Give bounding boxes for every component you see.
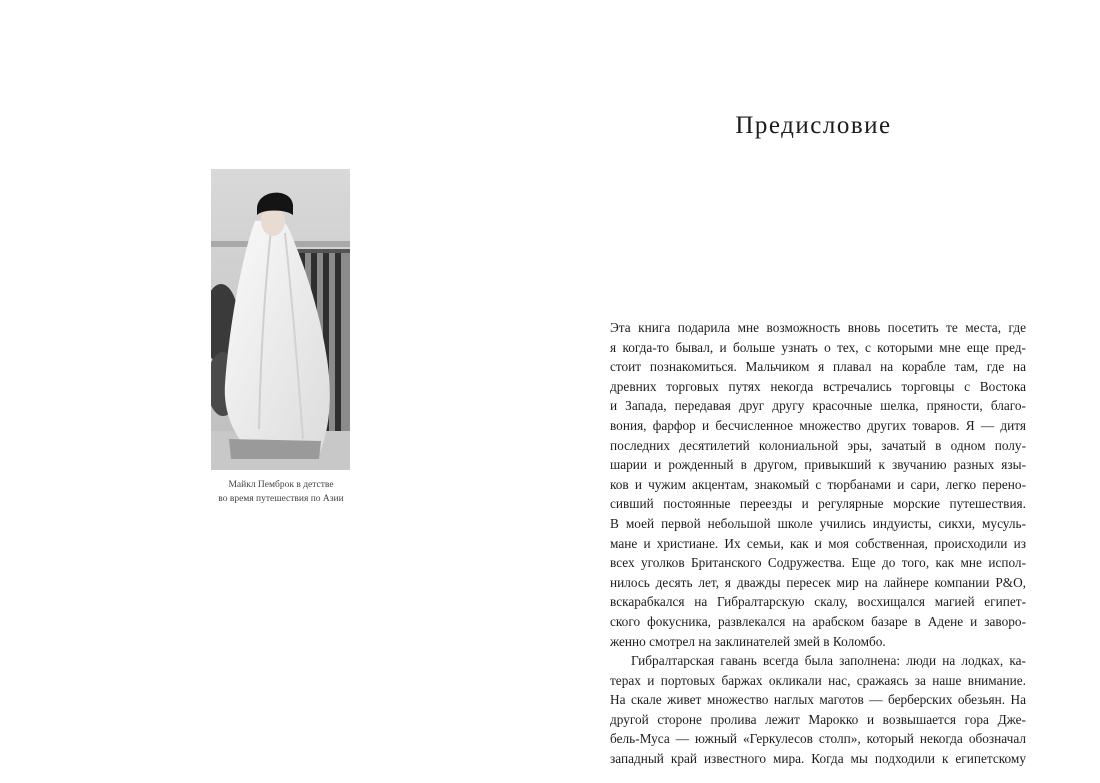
text-line: вония, фарфор и бесчисленное множество других товаров. Я — дитя — [610, 417, 1026, 433]
text-line: Эта книга подарила мне возможность вновь посетить те места, где — [610, 320, 1026, 335]
text-line: вскарабкался на Гибралтарскую скалу, восхищался магией египет- — [610, 594, 1026, 610]
text-line: Гибралтарская гавань всегда была заполнена: люди на лодках, ка- — [631, 653, 1026, 669]
text-line: На скале живет множество наглых маготов — берберских обезьян. На — [610, 692, 1026, 708]
text-line: нилось десять лет, я дважды пересек мир на лайнере компании P&O, — [610, 574, 1026, 590]
text-line: В моей первой небольшой школе учились индуисты, сикхи, мусуль- — [610, 515, 1026, 531]
paragraph-2 — [610, 651, 1026, 769]
text-line: западный край известного мира. Когда мы подходили к египетскому — [610, 751, 1026, 767]
text-line: ского фокусника, развлекался на арабском базаре в Адене и заворо- — [610, 613, 1026, 629]
paragraph-1 — [610, 318, 1026, 651]
text-line: древних торговых путях некогда встречались торговцы с Востока — [610, 378, 1026, 394]
text-line: я когда-то бывал, и больше узнать о тех, с которыми мне еще пред- — [610, 339, 1026, 355]
text-line: стоит познакомиться. Мальчиком я плавал на корабле там, где на — [610, 359, 1026, 375]
chapter-body — [610, 318, 1026, 769]
text-line: ков и чужим акцентам, знакомый с тюрбанами и сари, легко перено- — [610, 476, 1026, 492]
caption-line: Майкл Пемброк в детстве — [228, 480, 334, 490]
text-line: мане и христиане. Их семьи, как и моя собственная, происходили из — [610, 535, 1026, 551]
child-photo — [211, 169, 350, 470]
text-line: бель-Муса — южный «Геркулесов столп», который некогда обозначал — [610, 731, 1026, 747]
text-line: другой стороне пролива лежит Марокко и возвышается гора Дже- — [610, 711, 1026, 727]
text-line: сивший постоянные переезды и регулярные морские путешествия. — [610, 496, 1026, 512]
chapter-title: Предисловие — [735, 112, 892, 139]
text-line: женно смотрел на заклинателей змей в Коломбо. — [610, 633, 886, 649]
text-line: последних десятилетий колониальной эры, зачатый в одном полу- — [610, 437, 1026, 453]
text-line: шарии и рожденный в другом, привыкший к звучанию разных язы- — [610, 457, 1026, 473]
photo-image — [211, 169, 350, 470]
text-line: всех уголков Британского Содружества. Еще до того, как мне испол- — [610, 555, 1026, 571]
caption-line: во время путешествия по Азии — [218, 494, 344, 504]
text-line: терах и портовых баржах окликали нас, сражаясь за наше внимание. — [610, 672, 1026, 688]
photo-caption — [196, 478, 366, 506]
text-line: и Запада, передавая друг другу красочные шелка, пряности, благо- — [610, 398, 1026, 414]
